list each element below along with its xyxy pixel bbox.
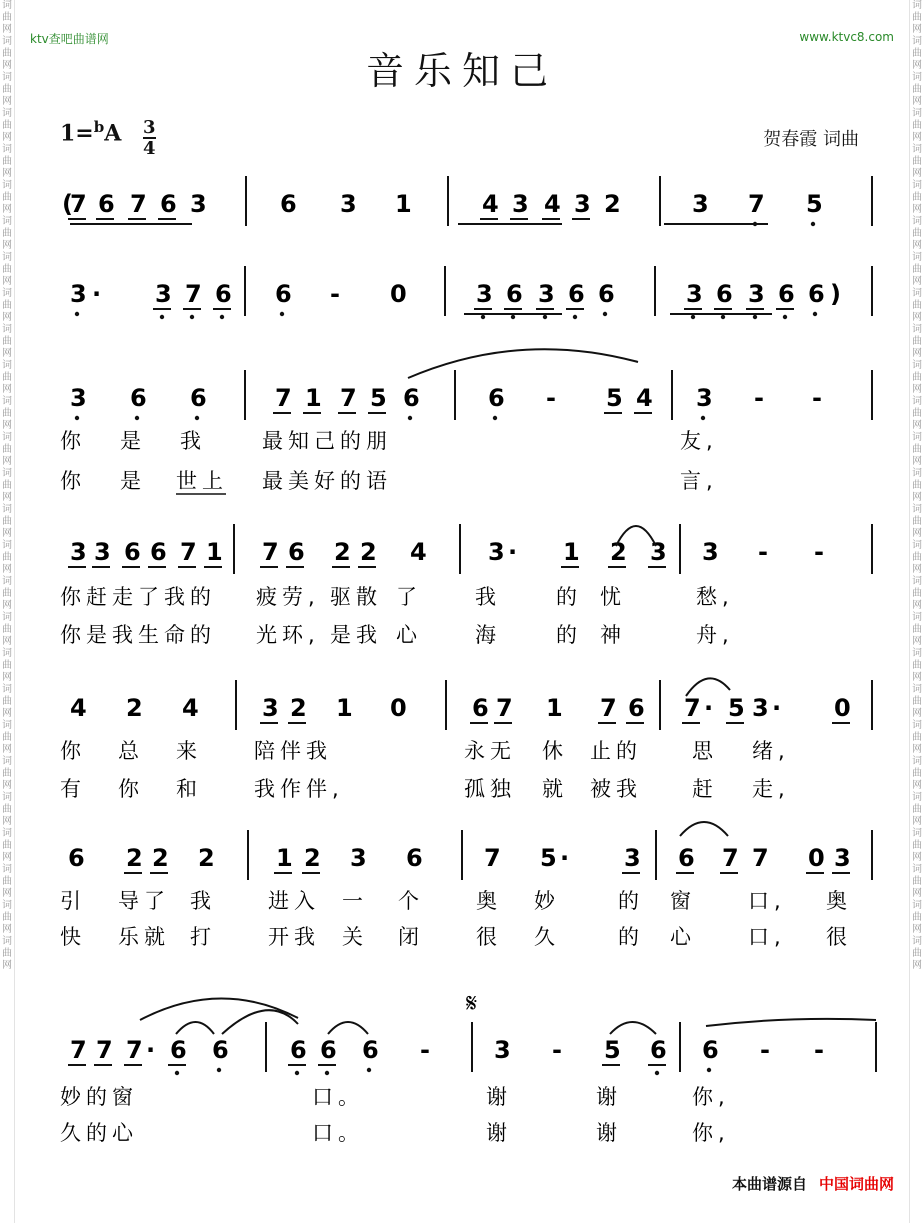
- lyric-text: 有: [60, 777, 86, 801]
- octave-dot: [573, 315, 577, 319]
- lyric-text: 奥: [826, 889, 852, 913]
- note: 2: [360, 538, 377, 566]
- lyric-text: 开我: [268, 925, 320, 949]
- lyric-text: 乐就: [118, 925, 170, 949]
- lyric-text: 是: [120, 429, 146, 453]
- note: -: [760, 1036, 770, 1064]
- note: 1: [206, 538, 223, 566]
- lyric-text: 引: [60, 889, 86, 913]
- note: 6: [130, 384, 147, 412]
- note: 6: [98, 190, 115, 218]
- note: 6: [320, 1036, 337, 1064]
- note: 3: [70, 384, 87, 412]
- lyric-text: 的: [618, 889, 644, 913]
- note: 7: [484, 844, 501, 872]
- lyric-text: 总: [118, 739, 144, 763]
- note: 5: [606, 384, 623, 412]
- note: -: [754, 384, 764, 412]
- note: 3: [350, 844, 367, 872]
- note: 2: [610, 538, 627, 566]
- lyric-text: 走,: [752, 777, 790, 801]
- lyric-text: 被我: [590, 777, 642, 801]
- note: 6: [598, 280, 615, 308]
- octave-dot: [813, 312, 817, 316]
- note: ·: [704, 694, 714, 722]
- slur: [706, 1019, 876, 1026]
- lyric-text: 陪伴我: [254, 739, 332, 763]
- note: -: [814, 1036, 824, 1064]
- note: 3: [488, 538, 505, 566]
- lyric-text: 你赶走了我的: [60, 585, 216, 609]
- note: 7: [185, 280, 202, 308]
- note: 1: [336, 694, 353, 722]
- note: 7: [70, 190, 87, 218]
- octave-dot: [135, 416, 139, 420]
- note: 2: [604, 190, 621, 218]
- note: 3: [94, 538, 111, 566]
- lyric-text: 永无: [464, 739, 516, 763]
- note: 4: [410, 538, 427, 566]
- note: 3: [476, 280, 493, 308]
- octave-dot: [280, 312, 284, 316]
- octave-dot: [295, 1071, 299, 1075]
- footer-source: [732, 1173, 894, 1194]
- note: 7: [684, 694, 701, 722]
- lyric-text: 友,: [680, 429, 718, 453]
- note: 7: [130, 190, 147, 218]
- lyric-text: 闭: [398, 925, 424, 949]
- lyric-text: 的: [556, 623, 582, 647]
- lyric-text: 你是我生命的: [60, 623, 216, 647]
- note: 2: [152, 844, 169, 872]
- note: 3: [696, 384, 713, 412]
- lyric-text: 我作伴,: [254, 777, 344, 801]
- note: 0: [834, 694, 851, 722]
- lyric-text: 最知己的朋: [262, 429, 392, 453]
- octave-dot: [75, 312, 79, 316]
- note: 7: [752, 844, 769, 872]
- note: -: [758, 538, 768, 566]
- meter-bottom: 4: [143, 138, 156, 159]
- note: 4: [636, 384, 653, 412]
- lyric-text: 久: [534, 925, 560, 949]
- lyric-text: 你,: [692, 1121, 730, 1145]
- note: 3: [494, 1036, 511, 1064]
- note: 6: [808, 280, 825, 308]
- slur: [140, 998, 298, 1020]
- lyric-text: 心: [396, 623, 422, 647]
- note: 2: [126, 844, 143, 872]
- octave-dot: [783, 315, 787, 319]
- note: 3: [70, 280, 87, 308]
- note: 6: [362, 1036, 379, 1064]
- octave-dot: [811, 222, 815, 226]
- note: 2: [126, 694, 143, 722]
- source-site-left[interactable]: ktv查吧曲谱网: [30, 32, 109, 46]
- note: 3: [624, 844, 641, 872]
- octave-dot: [655, 1071, 659, 1075]
- note: 3: [692, 190, 709, 218]
- lyric-text: 你: [60, 469, 86, 493]
- note: 7: [126, 1036, 143, 1064]
- lyric-text: 谢: [486, 1085, 512, 1109]
- note: 1: [563, 538, 580, 566]
- lyric-text: 口,: [748, 889, 786, 913]
- lyric-text: 止的: [590, 739, 642, 763]
- note: 6: [403, 384, 420, 412]
- note: 6: [215, 280, 232, 308]
- note: 6: [716, 280, 733, 308]
- note: 3: [155, 280, 172, 308]
- lyric-text: 妙: [534, 889, 560, 913]
- octave-dot: [195, 416, 199, 420]
- author-credit: 贺春霞 词曲: [763, 129, 859, 150]
- octave-dot: [408, 416, 412, 420]
- lyric-text: 疲劳,: [256, 585, 320, 609]
- lyric-text: 谢: [486, 1121, 512, 1145]
- note: 3: [752, 694, 769, 722]
- octave-dot: [190, 315, 194, 319]
- note: 4: [182, 694, 199, 722]
- note: 7: [340, 384, 357, 412]
- note: 1: [305, 384, 322, 412]
- note: 4: [70, 694, 87, 722]
- slur: [408, 349, 638, 378]
- note: ·: [146, 1036, 156, 1064]
- octave-dot: [721, 315, 725, 319]
- lyric-text: 口,: [748, 925, 786, 949]
- lyric-text: 你: [60, 429, 86, 453]
- lyric-text: 导了: [118, 889, 170, 913]
- octave-dot: [707, 1068, 711, 1072]
- note: -: [420, 1036, 430, 1064]
- meter-top: 3: [143, 117, 156, 138]
- slur: [610, 1022, 656, 1034]
- lyric-text: 了: [396, 585, 422, 609]
- slur: [176, 1022, 214, 1034]
- note: 5: [540, 844, 557, 872]
- lyric-text: 个: [398, 889, 424, 913]
- lyric-text: 是我: [330, 623, 382, 647]
- lyric-text: 窗: [670, 889, 696, 913]
- flat-sign: b: [93, 118, 105, 136]
- note: 4: [482, 190, 499, 218]
- note: 7: [275, 384, 292, 412]
- lyric-text: 口。: [312, 1085, 364, 1109]
- note: 7: [180, 538, 197, 566]
- note: 7: [748, 190, 765, 218]
- note: 6: [406, 844, 423, 872]
- note: 6: [290, 1036, 307, 1064]
- note: 7: [600, 694, 617, 722]
- lyric-text: 很: [826, 925, 852, 949]
- note: -: [546, 384, 556, 412]
- lyric-text: 的: [556, 585, 582, 609]
- note: 5: [604, 1036, 621, 1064]
- slur: [222, 1010, 298, 1034]
- note: 2: [290, 694, 307, 722]
- note: 3: [512, 190, 529, 218]
- octave-dot: [701, 416, 705, 420]
- lyric-text: 一: [342, 889, 368, 913]
- song-title: 音乐知己: [365, 49, 558, 93]
- note: 6: [280, 190, 297, 218]
- note: 6: [124, 538, 141, 566]
- note: 6: [702, 1036, 719, 1064]
- note: 5: [370, 384, 387, 412]
- segno-sign: 𝄋: [466, 989, 478, 1019]
- note: 3: [650, 538, 667, 566]
- lyric-text: 和: [176, 777, 202, 801]
- octave-dot: [217, 1068, 221, 1072]
- lyric-text: 很: [476, 925, 502, 949]
- note: 3: [702, 538, 719, 566]
- lyric-text: 光环,: [256, 623, 320, 647]
- note: ·: [560, 844, 570, 872]
- lyric-text: 愁,: [696, 585, 734, 609]
- lyric-text: 进入: [268, 889, 320, 913]
- octave-dot: [367, 1068, 371, 1072]
- note: 6: [628, 694, 645, 722]
- lyric-text: 妙的窗: [60, 1085, 138, 1109]
- note: 4: [544, 190, 561, 218]
- note: 0: [390, 694, 407, 722]
- lyric-text: 我: [190, 889, 216, 913]
- note: ·: [92, 280, 102, 308]
- note: 7: [722, 844, 739, 872]
- lyric-text: 谢: [596, 1121, 622, 1145]
- note: -: [814, 538, 824, 566]
- key-note: A: [104, 120, 122, 147]
- lyric-text: 心: [670, 925, 696, 949]
- note: (: [62, 190, 73, 218]
- octave-dot: [511, 315, 515, 319]
- note: 6: [650, 1036, 667, 1064]
- lyric-text: 神: [600, 623, 626, 647]
- lyric-text: 赶: [692, 777, 718, 801]
- octave-dot: [543, 315, 547, 319]
- note: 0: [808, 844, 825, 872]
- slur: [328, 1022, 368, 1034]
- note: 3: [748, 280, 765, 308]
- note: 6: [160, 190, 177, 218]
- octave-dot: [481, 315, 485, 319]
- note: 3: [686, 280, 703, 308]
- note: -: [812, 384, 822, 412]
- note: ·: [508, 538, 518, 566]
- footer-source-label: 本曲谱源自: [731, 1175, 807, 1193]
- note: -: [552, 1036, 562, 1064]
- lyric-text: 口。: [312, 1121, 364, 1145]
- note: 7: [70, 1036, 87, 1064]
- lyric-text: 最美好的语: [262, 469, 392, 493]
- octave-dot: [325, 1071, 329, 1075]
- lyric-text: 关: [342, 925, 368, 949]
- octave-dot: [160, 315, 164, 319]
- lyric-text: 你: [118, 777, 144, 801]
- lyric-text: 的: [618, 925, 644, 949]
- lyric-text: 思: [692, 739, 718, 763]
- side-watermark-left: 词曲网词曲网词曲网词曲网词曲网词曲网词曲网词曲网词曲网词曲网词曲网词曲网词曲网词曲网词曲网词曲网词曲网词曲网词曲网词曲网词曲网词曲网词曲网词曲网词曲网词曲网词曲网: [0, 0, 15, 1223]
- note: 6: [170, 1036, 187, 1064]
- note: 6: [778, 280, 795, 308]
- note: 0: [390, 280, 407, 308]
- octave-dot: [75, 416, 79, 420]
- lyric-text: 孤独: [464, 777, 516, 801]
- lyric-text: 世上: [176, 469, 228, 493]
- note: 6: [68, 844, 85, 872]
- note: ·: [772, 694, 782, 722]
- note: 6: [212, 1036, 229, 1064]
- lyric-text: 休: [542, 739, 568, 763]
- note: 6: [288, 538, 305, 566]
- octave-dot: [691, 315, 695, 319]
- note: 3: [70, 538, 87, 566]
- lyric-text: 快: [60, 925, 86, 949]
- note: 1: [395, 190, 412, 218]
- note: 6: [275, 280, 292, 308]
- slur: [680, 822, 728, 836]
- lyric-text: 你: [60, 739, 86, 763]
- note: 2: [334, 538, 351, 566]
- note: 3: [262, 694, 279, 722]
- lyric-text: 就: [542, 777, 568, 801]
- note: 3: [574, 190, 591, 218]
- note: 6: [678, 844, 695, 872]
- note: 7: [262, 538, 279, 566]
- note: ): [830, 280, 841, 308]
- key-prefix: 1=: [60, 120, 94, 147]
- lyric-text: 打: [190, 925, 216, 949]
- octave-dot: [220, 315, 224, 319]
- note: 6: [506, 280, 523, 308]
- note: 3: [340, 190, 357, 218]
- note: 2: [198, 844, 215, 872]
- note: 2: [304, 844, 321, 872]
- note: 6: [568, 280, 585, 308]
- note: 3: [538, 280, 555, 308]
- note: 7: [96, 1036, 113, 1064]
- note: 6: [150, 538, 167, 566]
- note: 6: [190, 384, 207, 412]
- note: -: [330, 280, 340, 308]
- note: 5: [728, 694, 745, 722]
- lyric-text: 海: [475, 623, 501, 647]
- source-site-right[interactable]: www.ktvc8.com: [799, 30, 894, 44]
- footer-brand-link[interactable]: 中国词曲网: [818, 1175, 894, 1193]
- octave-dot: [493, 416, 497, 420]
- note: 6: [488, 384, 505, 412]
- octave-dot: [753, 315, 757, 319]
- lyric-text: 我: [475, 585, 501, 609]
- note: 5: [806, 190, 823, 218]
- note: 1: [546, 694, 563, 722]
- lyric-text: 舟,: [696, 623, 734, 647]
- note: 1: [276, 844, 293, 872]
- lyric-text: 我: [180, 429, 206, 453]
- lyric-text: 忧: [600, 585, 626, 609]
- lyric-text: 久的心: [60, 1121, 138, 1145]
- lyric-text: 奥: [476, 889, 502, 913]
- lyric-text: 来: [176, 739, 202, 763]
- lyric-text: 驱散: [330, 585, 382, 609]
- lyric-text: 言,: [680, 469, 718, 493]
- lyric-text: 是: [120, 469, 146, 493]
- side-watermark-right: 词曲网词曲网词曲网词曲网词曲网词曲网词曲网词曲网词曲网词曲网词曲网词曲网词曲网词曲网词曲网词曲网词曲网词曲网词曲网词曲网词曲网词曲网词曲网词曲网词曲网词曲网词曲网: [909, 0, 924, 1223]
- note: 3: [190, 190, 207, 218]
- note: 6: [472, 694, 489, 722]
- note: 3: [834, 844, 851, 872]
- lyric-text: 你,: [692, 1085, 730, 1109]
- octave-dot: [603, 312, 607, 316]
- octave-dot: [175, 1071, 179, 1075]
- note: 7: [496, 694, 513, 722]
- lyric-text: 谢: [596, 1085, 622, 1109]
- lyric-text: 绪,: [752, 739, 790, 763]
